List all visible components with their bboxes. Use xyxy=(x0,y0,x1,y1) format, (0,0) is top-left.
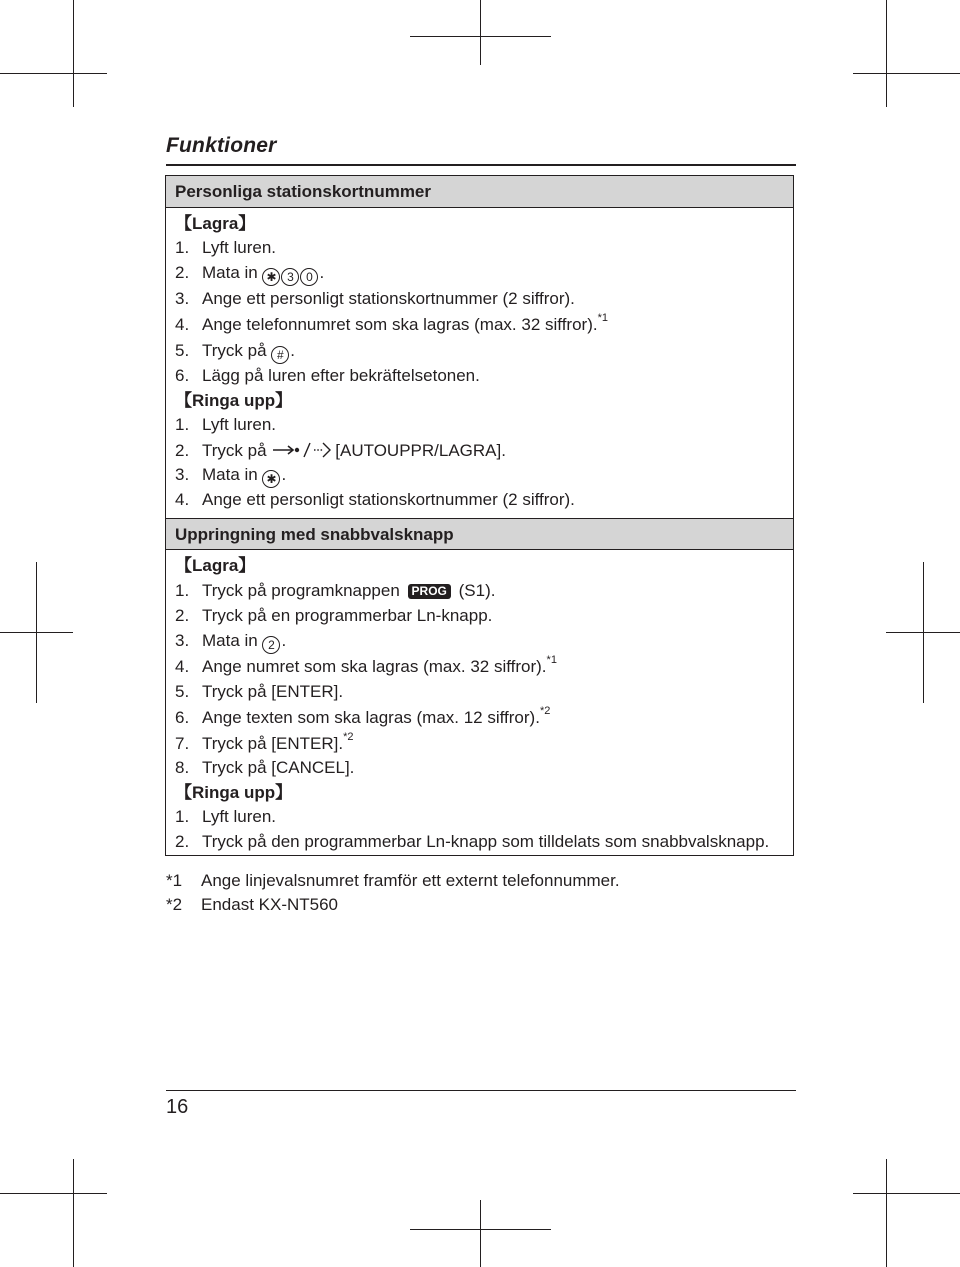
step-number: 1. xyxy=(175,415,190,434)
step-end: . xyxy=(281,465,287,484)
footnote xyxy=(166,871,620,891)
list-item xyxy=(175,654,557,677)
step-number: 1. xyxy=(175,238,190,257)
list-item xyxy=(175,440,506,461)
step-number: 1. xyxy=(175,807,190,826)
three-key-icon: 3 xyxy=(281,268,299,286)
list-item xyxy=(175,832,769,852)
zero-key-icon: 0 xyxy=(300,268,318,286)
crop-mark xyxy=(853,73,960,74)
crop-mark xyxy=(0,73,107,74)
step-text: Tryck på programknappen xyxy=(202,581,400,600)
step-text: Mata in xyxy=(202,631,258,650)
step-number: 6. xyxy=(175,708,190,727)
list-item xyxy=(175,682,343,702)
list-item xyxy=(175,312,608,335)
star-key-icon: ✱ xyxy=(262,268,280,286)
footnote xyxy=(166,895,338,915)
footnote-mark: *2 xyxy=(166,895,183,914)
step-number: 2. xyxy=(175,263,190,282)
crop-mark xyxy=(410,1229,551,1230)
step-number: 1. xyxy=(175,581,190,600)
store-heading: 【Lagra】 xyxy=(175,214,256,233)
table-header-one-touch-dialling: Uppringning med snabbvalsknapp xyxy=(166,518,793,550)
step-number: 2. xyxy=(175,606,190,625)
prog-key-icon: PROG xyxy=(408,584,451,599)
step-number: 5. xyxy=(175,682,190,701)
footnote-ref: *1 xyxy=(546,654,557,667)
crop-mark xyxy=(853,1193,960,1194)
step-after: [AUTOUPPR/LAGRA]. xyxy=(335,441,506,460)
table-header-personal-speed-dial: Personliga stationskortnummer xyxy=(166,176,793,208)
star-key-icon: ✱ xyxy=(262,470,280,488)
crop-mark xyxy=(73,0,74,107)
list-item xyxy=(175,705,551,728)
list-item xyxy=(175,581,495,601)
dial-heading: 【Ringa upp】 xyxy=(175,783,293,802)
title-divider xyxy=(166,164,796,166)
page-number: 16 xyxy=(166,1096,189,1118)
step-text: Ange numret som ska lagras (max. 32 siffror). xyxy=(202,657,547,676)
step-end: . xyxy=(281,631,287,650)
step-number: 2. xyxy=(175,832,190,851)
step-text: Lyft luren. xyxy=(202,238,277,257)
footnote-mark: *1 xyxy=(166,871,183,890)
step-text: Ange telefonnumret som ska lagras (max. 32 siffror). xyxy=(202,315,598,334)
list-item xyxy=(175,807,276,827)
list-item xyxy=(175,415,276,435)
crop-mark xyxy=(886,0,887,107)
crop-mark xyxy=(73,1159,74,1267)
crop-mark xyxy=(886,1159,887,1267)
list-item xyxy=(175,731,354,754)
step-number: 3. xyxy=(175,465,190,484)
step-after: (S1). xyxy=(458,581,496,600)
step-text: Tryck på en programmerbar Ln-knapp. xyxy=(202,606,493,625)
step-text: Tryck på xyxy=(202,341,267,360)
crop-mark xyxy=(0,632,73,633)
step-text: Tryck på [CANCEL]. xyxy=(202,758,355,777)
step-number: 5. xyxy=(175,341,190,360)
step-text: Mata in xyxy=(202,263,258,282)
step-end: . xyxy=(290,341,296,360)
step-text: Lägg på luren efter bekräftelsetonen. xyxy=(202,366,480,385)
list-item xyxy=(175,465,286,488)
step-text: Tryck på den programmerbar Ln-knapp som tilldelats som snabbvalsknapp. xyxy=(202,832,770,851)
step-number: 8. xyxy=(175,758,190,777)
list-item xyxy=(175,490,575,510)
footnote-ref: *1 xyxy=(597,312,608,325)
store-heading: 【Lagra】 xyxy=(175,556,256,575)
list-item xyxy=(175,631,286,654)
step-text: Ange texten som ska lagras (max. 12 siffror). xyxy=(202,708,540,727)
step-text: Ange ett personligt stationskortnummer (2 siffror). xyxy=(202,490,575,509)
crop-mark xyxy=(0,1193,107,1194)
step-number: 2. xyxy=(175,441,190,460)
list-item xyxy=(175,758,354,778)
list-item xyxy=(175,341,295,364)
step-number: 4. xyxy=(175,657,190,676)
step-text: Tryck på [ENTER]. xyxy=(202,734,344,753)
step-number: 4. xyxy=(175,315,190,334)
hash-key-icon: # xyxy=(271,346,289,364)
crop-mark xyxy=(480,0,481,65)
crop-mark xyxy=(410,36,551,37)
section-title: Funktioner xyxy=(166,134,277,157)
crop-mark xyxy=(886,632,960,633)
step-number: 7. xyxy=(175,734,190,753)
list-item xyxy=(175,238,276,258)
footnote-ref: *2 xyxy=(539,705,551,718)
footnote-text: Ange linjevalsnumret framför ett externt telefonnummer. xyxy=(201,871,620,890)
step-number: 3. xyxy=(175,631,190,650)
step-number: 4. xyxy=(175,490,190,509)
footer-divider xyxy=(166,1090,796,1091)
step-text: Ange ett personligt stationskortnummer (2 siffror). xyxy=(202,289,575,308)
list-item xyxy=(175,263,324,286)
crop-mark xyxy=(480,1200,481,1267)
autodial-store-icon xyxy=(271,440,333,460)
dial-heading: 【Ringa upp】 xyxy=(175,391,293,410)
step-text: Tryck på xyxy=(202,441,267,460)
list-item xyxy=(175,606,492,626)
list-item xyxy=(175,289,575,309)
step-text: Tryck på [ENTER]. xyxy=(202,682,344,701)
step-text: Mata in xyxy=(202,465,258,484)
step-end: . xyxy=(319,263,325,282)
footnote-text: Endast KX-NT560 xyxy=(201,895,339,914)
footnote-ref: *2 xyxy=(343,731,354,744)
step-text: Lyft luren. xyxy=(202,807,277,826)
step-text: Lyft luren. xyxy=(202,415,277,434)
step-number: 3. xyxy=(175,289,190,308)
list-item xyxy=(175,366,480,386)
two-key-icon: 2 xyxy=(262,636,280,654)
step-number: 6. xyxy=(175,366,190,385)
